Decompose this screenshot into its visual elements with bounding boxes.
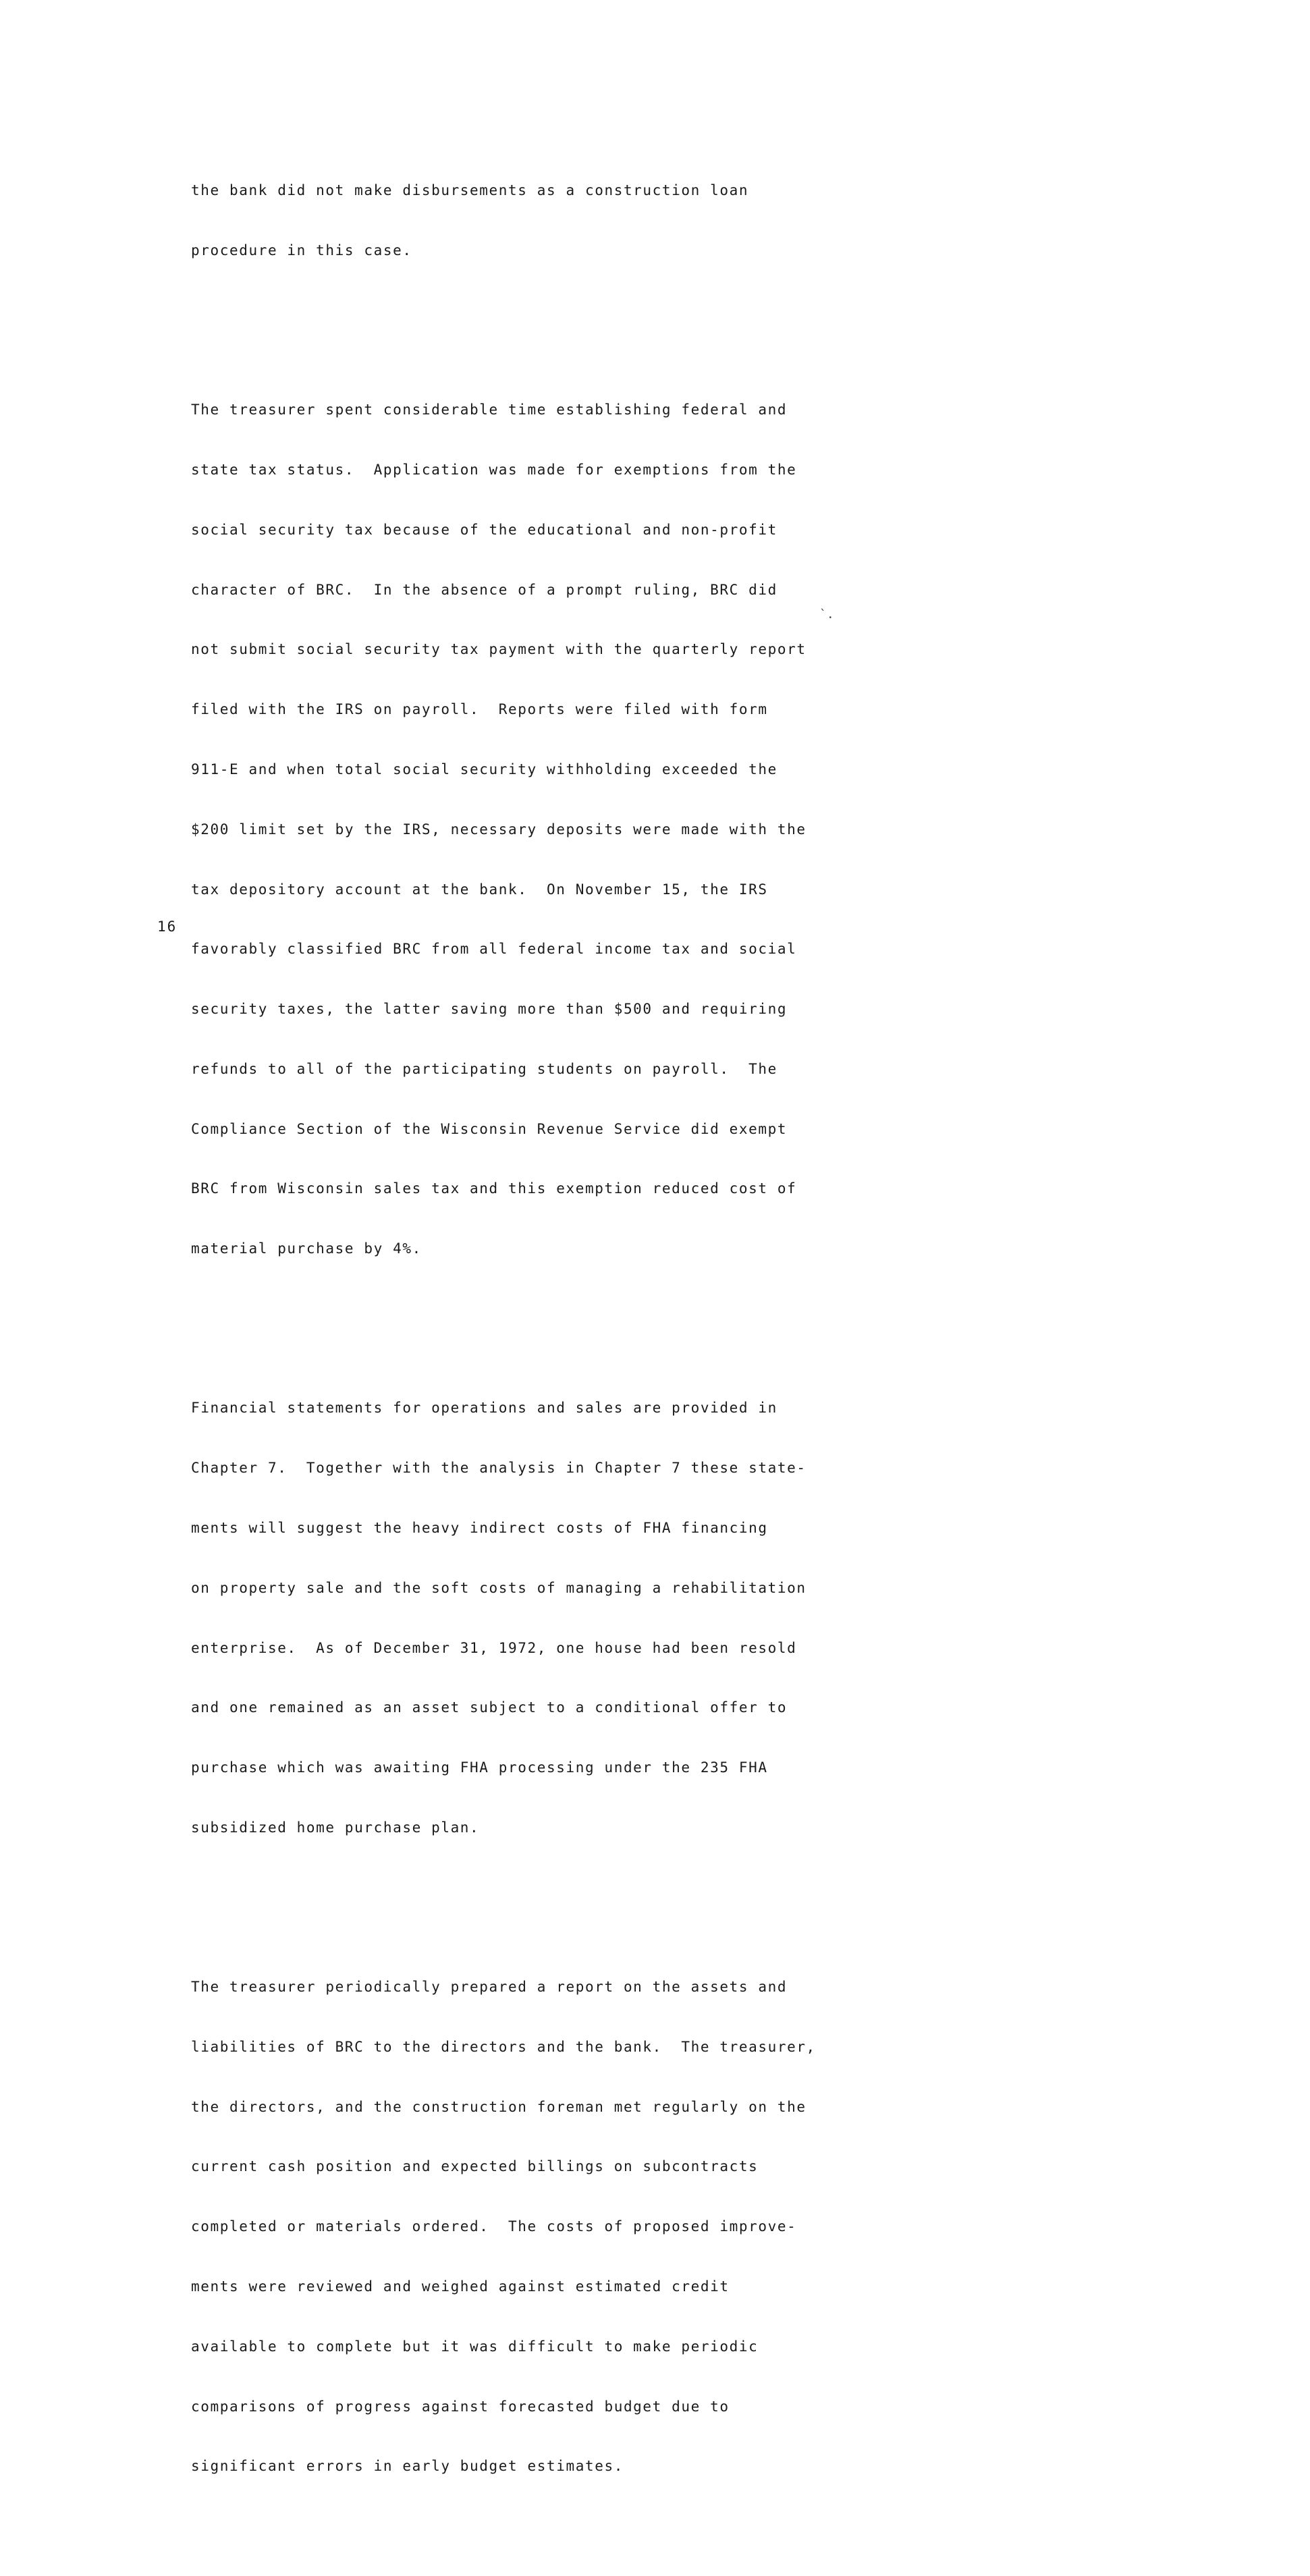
text-line: material purchase by 4%. — [191, 1240, 422, 1257]
text-line: Compliance Section of the Wisconsin Revenue Service did exempt — [191, 1120, 788, 1137]
paragraph-2 — [191, 360, 852, 1299]
text-line: on property sale and the soft costs of managing a rehabilitation — [191, 1579, 807, 1596]
paragraph-4 — [191, 1938, 852, 2517]
text-line: not submit social security tax payment with the quarterly report — [191, 641, 807, 658]
text-line: favorably classified BRC from all federal income tax and social — [191, 941, 797, 958]
text-line: security taxes, the latter saving more than $500 and requiring — [191, 1001, 788, 1018]
text-line: subsidized home purchase plan. — [191, 1819, 480, 1836]
text-line: BRC from Wisconsin sales tax and this exemption reduced cost of — [191, 1180, 797, 1197]
scan-mark: `. — [819, 607, 834, 622]
text-line: refunds to all of the participating students on payroll. The — [191, 1060, 777, 1077]
text-line: significant errors in early budget estimates. — [191, 2458, 624, 2475]
text-line: completed or materials ordered. The costs of proposed improve- — [191, 2218, 797, 2235]
text-line: the bank did not make disbursements as a construction loan — [191, 182, 749, 199]
page-number: 16 — [157, 919, 178, 935]
text-line: The treasurer periodically prepared a report on the assets and — [191, 1979, 788, 1996]
text-line: comparisons of progress against forecasted budget due to — [191, 2398, 730, 2415]
text-line: current cash position and expected billings on subcontracts — [191, 2158, 759, 2175]
paragraph-1 — [191, 141, 852, 301]
text-line: social security tax because of the educational and non-profit — [191, 521, 777, 538]
text-line: purchase which was awaiting FHA processing under the 235 FHA — [191, 1759, 768, 1776]
text-line: the directors, and the construction foreman met regularly on the — [191, 2098, 807, 2115]
text-line: Financial statements for operations and sales are provided in — [191, 1400, 777, 1417]
text-line: 911-E and when total social security withholding exceeded the — [191, 761, 777, 777]
text-line: tax depository account at the bank. On November 15, the IRS — [191, 881, 768, 898]
text-line: liabilities of BRC to the directors and the bank. The treasurer, — [191, 2038, 816, 2055]
body-text — [191, 101, 852, 2576]
text-line: procedure in this case. — [191, 242, 412, 259]
paragraph-3 — [191, 1359, 852, 1878]
text-line: and one remained as an asset subject to a conditional offer to — [191, 1699, 788, 1716]
text-line: state tax status. Application was made for exemptions from the — [191, 462, 797, 478]
text-line: enterprise. As of December 31, 1972, one house had been resold — [191, 1639, 797, 1656]
text-line: character of BRC. In the absence of a prompt ruling, BRC did — [191, 581, 777, 598]
text-line: The treasurer spent considerable time establishing federal and — [191, 402, 788, 418]
text-line: filed with the IRS on payroll. Reports were filed with form — [191, 701, 768, 718]
text-line: Chapter 7. Together with the analysis in Chapter 7 these state- — [191, 1460, 807, 1477]
text-line: ments were reviewed and weighed against estimated credit — [191, 2278, 730, 2295]
text-line: available to complete but it was difficult to make periodic — [191, 2338, 759, 2355]
text-line: ments will suggest the heavy indirect costs of FHA financing — [191, 1519, 768, 1536]
text-line: $200 limit set by the IRS, necessary deposits were made with the — [191, 821, 807, 838]
